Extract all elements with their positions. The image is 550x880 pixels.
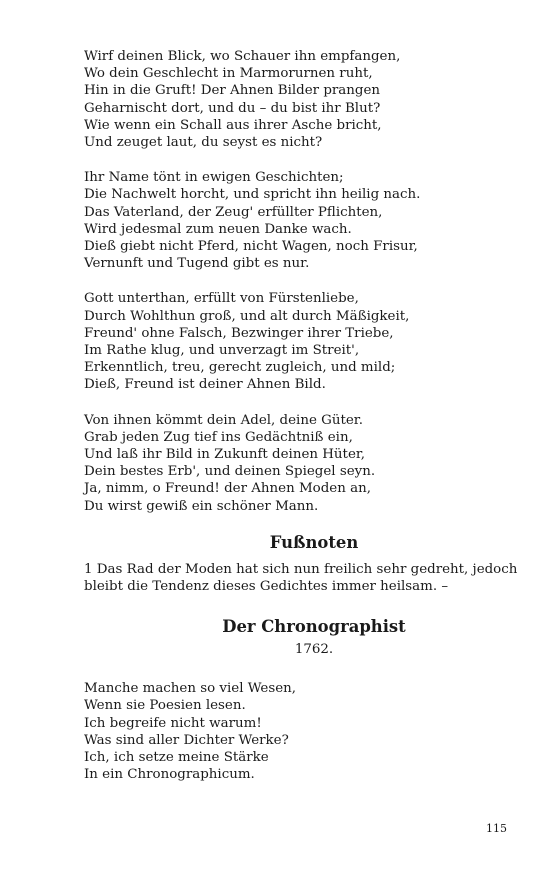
stanza bbox=[84, 169, 524, 272]
footnote: 1 Das Rad der Moden hat sich nun freilich sehr gedreht, jedoch bleibt die Tendenz dieses Gedichtes immer heilsam. – bbox=[84, 561, 518, 595]
verse-line: Was sind aller Dichter Werke? bbox=[84, 732, 289, 748]
verse-line: Wie wenn ein Schall aus ihrer Asche bricht, bbox=[84, 117, 382, 133]
verse-line: Vernunft und Tugend gibt es nur. bbox=[84, 256, 310, 272]
verse-line: Wird jedesmal zum neuen Danke wach. bbox=[84, 221, 352, 237]
verse-line: Wenn sie Poesien lesen. bbox=[84, 698, 246, 714]
verse-line: Gott unterthan, erfüllt von Fürstenliebe, bbox=[84, 291, 359, 307]
poem-title: Der Chronographist bbox=[222, 617, 406, 637]
verse-line: Ich begreife nicht warum! bbox=[84, 715, 262, 731]
book-page bbox=[84, 48, 524, 802]
verse-line: Manche machen so viel Wesen, bbox=[84, 681, 297, 697]
poem-date: 1762. bbox=[294, 642, 334, 658]
verse-line: Durch Wohlthun groß, und alt durch Mäßigkeit, bbox=[84, 308, 410, 324]
verse-line: Das Vaterland, der Zeug' erfüllter Pflichten, bbox=[84, 204, 383, 220]
verse-line: Im Rathe klug, und unverzagt im Streit', bbox=[84, 343, 360, 359]
verse-line: Freund' ohne Falsch, Bezwinger ihrer Triebe, bbox=[84, 325, 394, 341]
verse-line: Erkenntlich, treu, gerecht zugleich, und mild; bbox=[84, 360, 396, 376]
stanza bbox=[84, 680, 524, 783]
verse-line: Und laß ihr Bild in Zukunft deinen Hüter, bbox=[84, 447, 366, 463]
verse-line: Ihr Name tönt in ewigen Geschichten; bbox=[84, 170, 344, 186]
verse-line: Grab jeden Zug tief ins Gedächtniß ein, bbox=[84, 429, 353, 445]
verse-line: Wirf deinen Blick, wo Schauer ihn empfangen, bbox=[84, 49, 401, 64]
footnotes-heading: Fußnoten bbox=[269, 532, 359, 552]
verse-line: Und zeuget laut, du seyst es nicht? bbox=[84, 135, 323, 151]
stanza bbox=[84, 48, 524, 151]
verse-line: Wo dein Geschlecht in Marmorurnen ruht, bbox=[84, 66, 373, 82]
stanza bbox=[84, 290, 524, 393]
poem-body bbox=[84, 680, 524, 783]
stanza bbox=[84, 412, 524, 515]
verse-line: Die Nachwelt horcht, und spricht ihn heilig nach. bbox=[84, 187, 421, 203]
verse-line: Ja, nimm, o Freund! der Ahnen Moden an, bbox=[84, 481, 371, 497]
verse-line: Von ihnen kömmt dein Adel, deine Güter. bbox=[84, 412, 363, 428]
verse-line: Hin in die Gruft! Der Ahnen Bilder prangen bbox=[84, 83, 381, 99]
verse-line: Du wirst gewiß ein schöner Mann. bbox=[84, 498, 319, 514]
verse-line: Geharnischt dort, und du – du bist ihr Blut? bbox=[84, 100, 381, 116]
verse-line: In ein Chronographicum. bbox=[84, 767, 255, 783]
verse-line: Dieß giebt nicht Pferd, nicht Wagen, noch Frisur, bbox=[84, 239, 418, 255]
poem-continuation bbox=[84, 48, 524, 515]
page-number: 115 bbox=[486, 822, 507, 835]
verse-line: Dieß, Freund ist deiner Ahnen Bild. bbox=[84, 377, 326, 393]
verse-line: Ich, ich setze meine Stärke bbox=[84, 750, 269, 766]
verse-line: Dein bestes Erb', und deinen Spiegel seyn. bbox=[84, 464, 376, 480]
